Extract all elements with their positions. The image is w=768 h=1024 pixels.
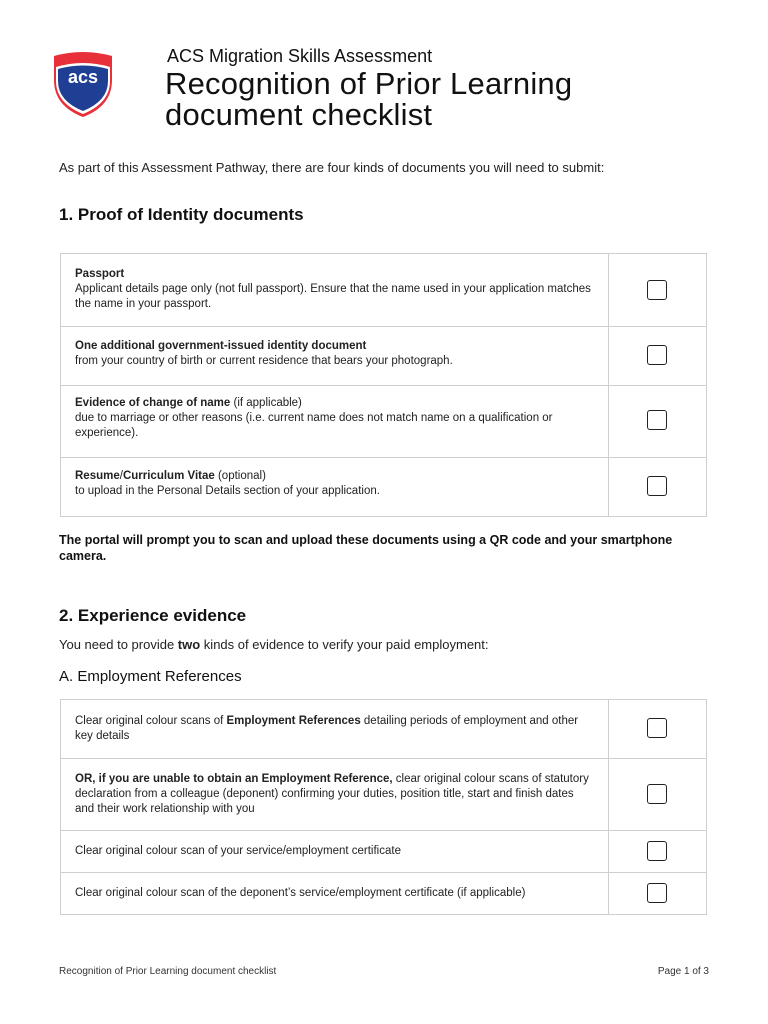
change-of-name-checkbox[interactable] [647, 410, 667, 430]
logo-text: acs [67, 67, 99, 87]
table-row [61, 700, 706, 758]
resume-checkbox[interactable] [647, 476, 667, 496]
document-title [165, 68, 572, 130]
document-subtitle: ACS Migration Skills Assessment [167, 46, 433, 66]
section1-heading: 1. Proof of Identity documents [59, 205, 304, 224]
intro-text: As part of this Assessment Pathway, there are four kinds of documents you will need to submit: [59, 160, 605, 175]
portal-note: The portal will prompt you to scan and upload these documents using a QR code and your smartphone camera. [59, 533, 673, 563]
column-divider [608, 759, 609, 830]
statutory-declaration-checkbox[interactable] [647, 784, 667, 804]
column-divider [608, 700, 609, 758]
row-title: Evidence of change of name [75, 397, 231, 409]
row-text: Clear original colour scans of Employment References detailing periods of employment and other key details [75, 715, 579, 742]
section2-intro: You need to provide two kinds of evidence to verify your paid employment: [59, 637, 489, 652]
row-text [75, 267, 591, 312]
employment-references-heading: A. Employment References [59, 668, 242, 685]
column-divider [608, 873, 609, 914]
row-text [75, 396, 591, 441]
identity-checklist-table [60, 253, 707, 517]
service-certificate-checkbox[interactable] [647, 841, 667, 861]
table-row [61, 385, 706, 457]
table-row [61, 326, 706, 385]
row-text [75, 469, 591, 499]
table-row [61, 254, 706, 326]
row-title: One additional government-issued identity document [75, 340, 367, 352]
row-text: Clear original colour scan of the deponent’s service/employment certificate (if applicable) [75, 887, 526, 899]
page-number: Page 1 of 3 [657, 966, 709, 977]
table-row [61, 830, 706, 872]
row-description: due to marriage or other reasons (i.e. current name does not match name on a qualification or experience). [75, 412, 553, 439]
column-divider [608, 386, 609, 457]
title-line-1: Recognition of Prior Learning [165, 66, 573, 101]
row-title: Resume [75, 470, 120, 482]
additional-id-checkbox[interactable] [647, 345, 667, 365]
column-divider [608, 458, 609, 516]
column-divider [608, 831, 609, 872]
row-text [75, 339, 591, 369]
row-title-suffix: (if applicable) [230, 397, 302, 409]
row-description: from your country of birth or current residence that bears your photograph. [75, 355, 453, 367]
deponent-certificate-checkbox[interactable] [647, 883, 667, 903]
section2-heading: 2. Experience evidence [59, 606, 247, 625]
table-row [61, 872, 706, 914]
row-title-2: Curriculum Vitae [122, 470, 215, 482]
acs-logo [50, 50, 116, 118]
column-divider [608, 327, 609, 385]
footer-title: Recognition of Prior Learning document checklist [59, 966, 277, 977]
row-text: Clear original colour scan of your service/employment certificate [75, 845, 401, 857]
table-row [61, 457, 706, 516]
row-title-separator: / [119, 470, 123, 482]
column-divider [608, 254, 609, 326]
passport-checkbox[interactable] [647, 280, 667, 300]
row-text: OR, if you are unable to obtain an Employment Reference, clear original colour scans of statutory declaration from a colleague (deponent) confirming your duties, position title, start and finish dates and their work relationship with you [75, 773, 589, 815]
employment-reference-checkbox[interactable] [647, 718, 667, 738]
employment-checklist-table [60, 699, 707, 915]
row-title-suffix: (optional) [214, 470, 266, 482]
table-row [61, 758, 706, 830]
row-description: to upload in the Personal Details section of your application. [75, 485, 380, 497]
row-description: Applicant details page only (not full passport). Ensure that the name used in your application matches the name in your passport. [75, 283, 591, 310]
row-title: Passport [75, 268, 125, 280]
title-line-2: document checklist [165, 97, 433, 132]
